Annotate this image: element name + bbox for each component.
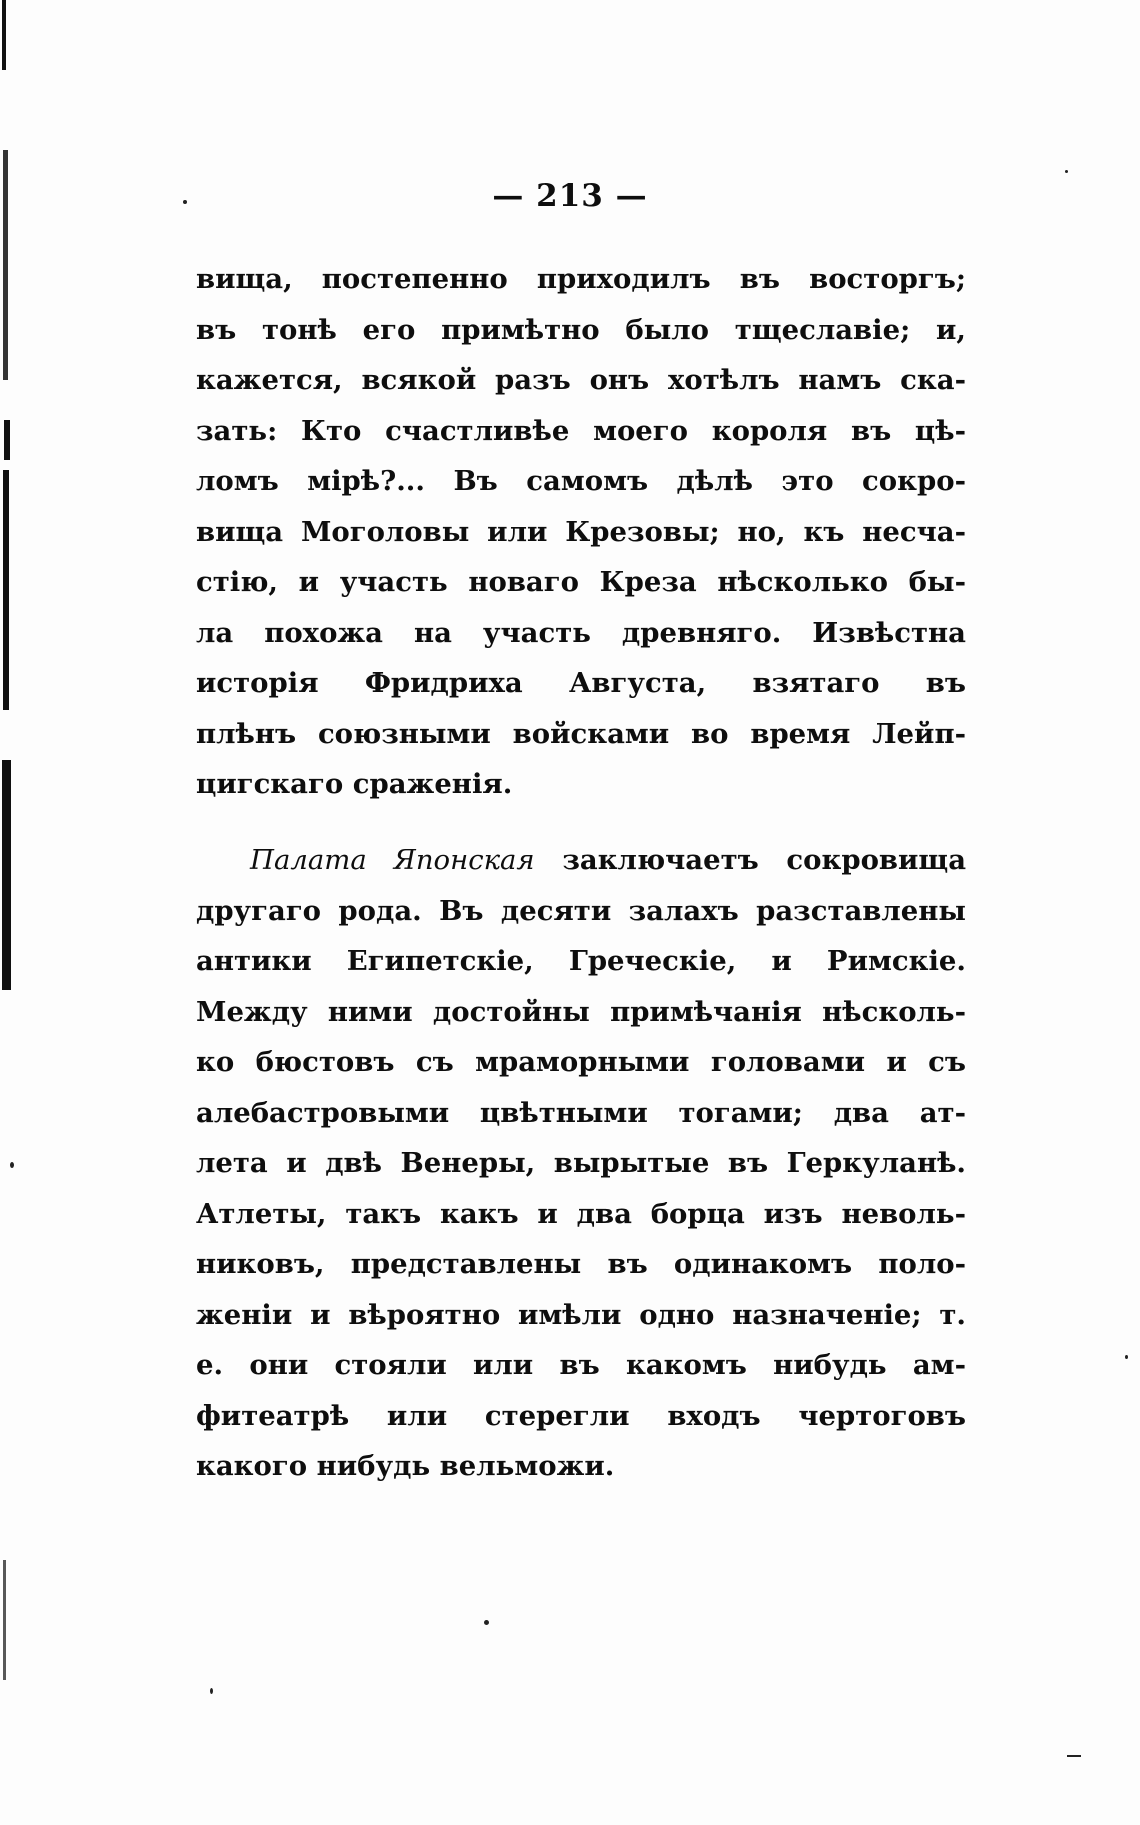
- text-line: какого нибудь вельможи.: [196, 1450, 615, 1482]
- text-line: ломъ мірѣ?... Въ самомъ дѣлѣ это сокро-: [196, 465, 966, 497]
- text-line: фитеатрѣ или стерегли входъ чертоговъ: [196, 1399, 966, 1432]
- text-line: Между ними достойны примѣчанія нѣсколь-: [196, 995, 966, 1028]
- text-line: женіи и вѣроятно имѣли одно назначеніе; т.: [196, 1298, 966, 1331]
- text-line: стію, и участь новаго Креза нѣсколько бы-: [196, 566, 966, 598]
- paper-speck: [1067, 1755, 1081, 1757]
- text-line: ла похожа на участь древняго. Извѣстна: [196, 616, 966, 649]
- text-line: ко бюстовъ съ мраморными головами и съ: [196, 1046, 966, 1078]
- text-line: зать: Кто счастливѣе моего короля въ цѣ-: [196, 414, 966, 447]
- text-line: Атлеты, такъ какъ и два борца изъ неволь-: [196, 1197, 966, 1230]
- text-line: антики Египетскіе, Греческіе, и Римскіе.: [196, 945, 966, 977]
- binding-edge-mark: [3, 470, 9, 710]
- paper-speck: [210, 1688, 213, 1694]
- text-line: другаго рода. Въ десяти залахъ разставлены: [196, 894, 966, 927]
- text-line-lead: [196, 835, 966, 886]
- text-line: лета и двѣ Венеры, вырытые въ Геркуланѣ.: [196, 1147, 966, 1179]
- paper-speck: [1065, 170, 1068, 173]
- paper-speck: [10, 1162, 14, 1168]
- paragraph-1: [196, 254, 966, 810]
- page-number: — 213 —: [492, 178, 648, 214]
- binding-edge-mark: [3, 1560, 6, 1680]
- paper-speck: [484, 1620, 489, 1625]
- binding-edge-mark: [2, 0, 6, 70]
- text-line: никовъ, представлены въ одинакомъ поло-: [196, 1248, 966, 1280]
- paragraph-2: [196, 835, 966, 1492]
- paper-speck: [1125, 1355, 1128, 1359]
- text-line: вища Моголовы или Крезовы; но, къ несча-: [196, 515, 966, 548]
- text-line: кажется, всякой разъ онъ хотѣлъ намъ ска-: [196, 364, 966, 396]
- text-line: цигскаго сраженія.: [196, 768, 513, 800]
- text-line: плѣнъ союзными войсками во время Лейп-: [196, 717, 966, 750]
- text-line: алебастровыми цвѣтными тогами; два ат-: [196, 1096, 966, 1129]
- binding-edge-mark: [2, 760, 11, 990]
- lead-text: заключаетъ сокровища: [534, 844, 967, 876]
- text-line: исторія Фридриха Августа, взятаго въ: [196, 667, 966, 699]
- text-line: въ тонѣ его примѣтно было тщеславіе; и,: [196, 313, 966, 346]
- text-line: вища, постепенно приходилъ въ восторгъ;: [196, 263, 966, 295]
- text-line: е. они стояли или въ какомъ нибудь ам-: [196, 1349, 966, 1381]
- binding-edge-mark: [4, 420, 10, 460]
- italic-heading-phrase: Палата Японская: [250, 844, 535, 876]
